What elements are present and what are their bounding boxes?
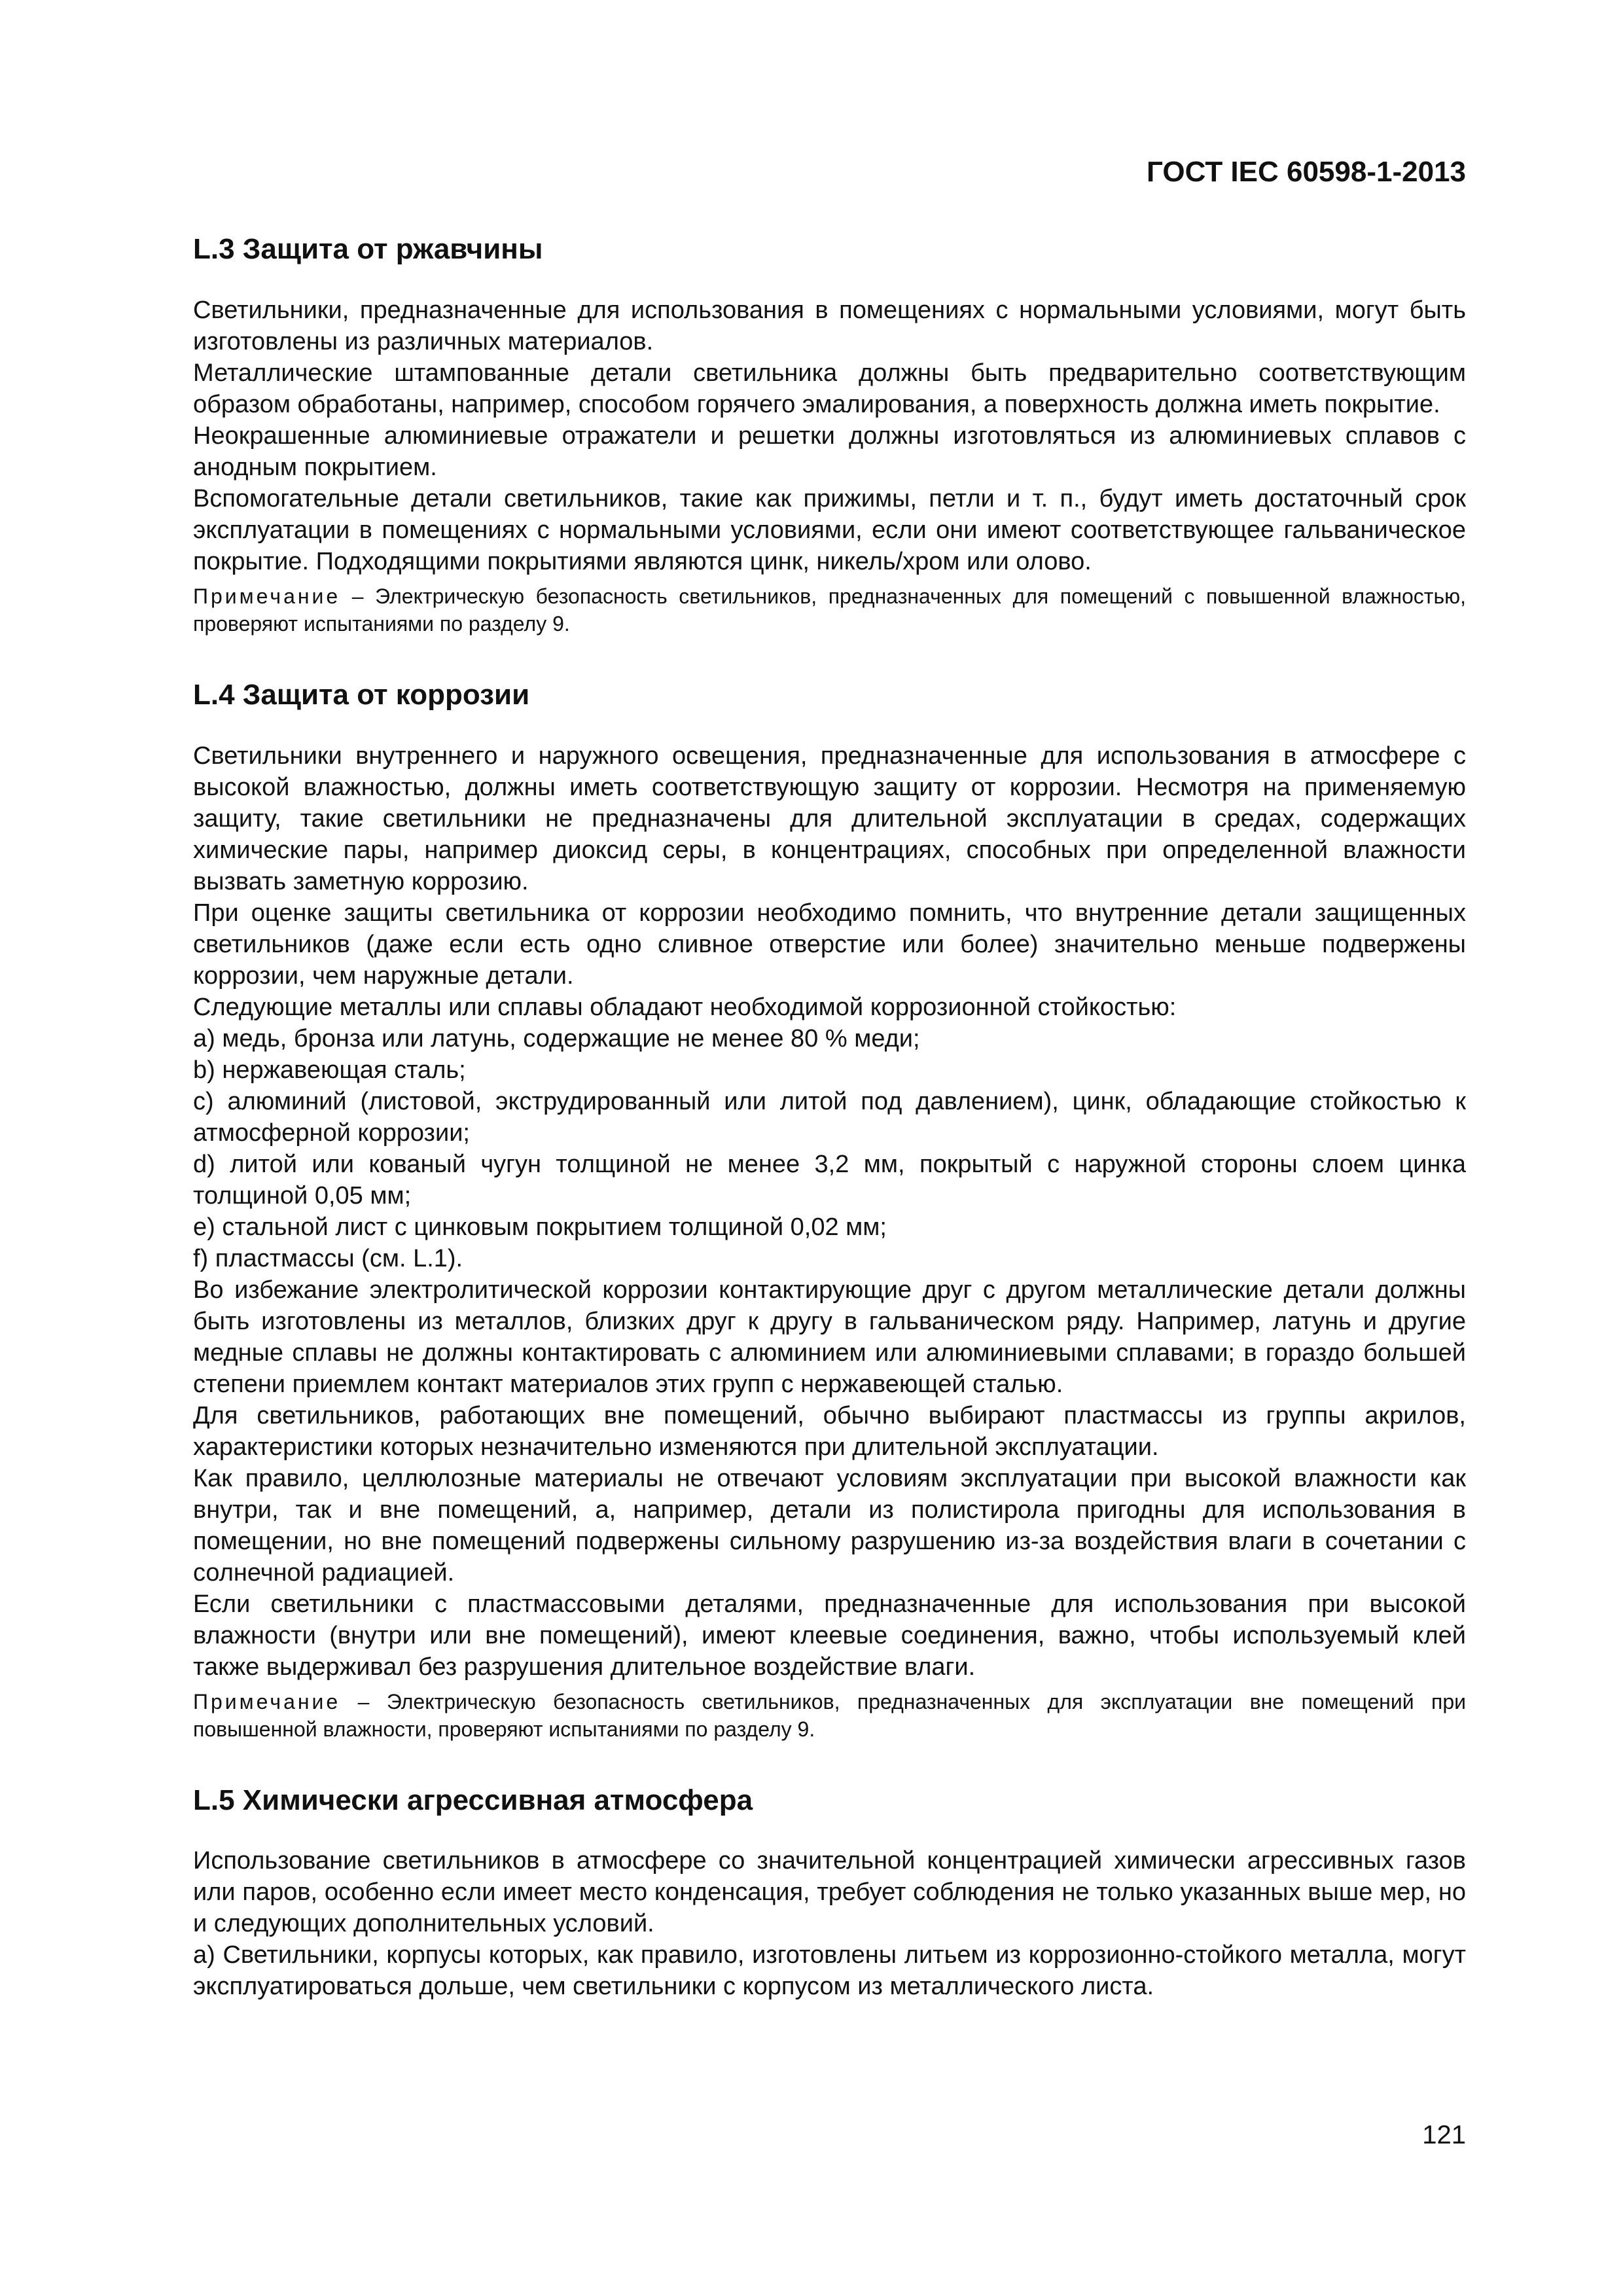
paragraph: Использование светильников в атмосфере со значительной концентрацией химически агрессивных газов или паров, особенно если имеет место конденсация, требует соблюдения не только указанных выше мер, но и следующих дополнительных условий. [193, 1847, 1466, 1938]
section-l4 [193, 678, 1466, 1743]
list-item: d) литой или кованый чугун толщиной не менее 3,2 мм, покрытый с наружной стороны слоем цинка толщиной 0,05 мм; [193, 1150, 1466, 1210]
list-item: b) нержавеющая сталь; [193, 1056, 466, 1084]
paragraph: Неокрашенные алюминиевые отражатели и решетки должны изготовляться из алюминиевых сплавов с анодным покрытием. [193, 422, 1466, 481]
list-item: а) Светильники, корпусы которых, как правило, изготовлены литьем из коррозионно-стойкого металла, могут эксплуатироваться дольше, чем светильники с корпусом из металлического листа. [193, 1941, 1466, 2001]
note [193, 1688, 1466, 1743]
section-heading: L.4 Защита от коррозии [193, 678, 530, 711]
section-l5 [193, 1784, 1466, 2003]
paragraph: Светильники внутреннего и наружного освещения, предназначенные для использования в атмосфере с высокой влажностью, должны иметь соответствующую защиту от коррозии. Несмотря на применяемую защиту, такие светильники не предназначены для длительной эксплуатации в средах, содержащих химические пары, например диоксид серы, в концентрациях, способных при определенной влажности вызвать заметную коррозию. [193, 742, 1466, 895]
note [193, 583, 1466, 637]
paragraph: Как правило, целлюлозные материалы не отвечают условиям эксплуатации при высокой влажности как внутри, так и вне помещений, а, например, детали из полистирола пригодны для использования в помещении, но вне помещений подвержены сильному разрушению из-за воздействия влаги в сочетании с солнечной радиацией. [193, 1464, 1466, 1587]
document-body [193, 232, 1466, 2002]
note-label: Примечание [193, 1689, 341, 1713]
paragraph: Если светильники с пластмассовыми деталями, предназначенные для использования при высокой влажности (внутри или вне помещений), имеют клеевые соединения, важно, чтобы используемый клей также выдерживал без разрушения длительное воздействие влаги. [193, 1590, 1466, 1681]
section-l3 [193, 232, 1466, 637]
paragraph: Для светильников, работающих вне помещений, обычно выбирают пластмассы из группы акрилов, характеристики которых незначительно изменяются при длительной эксплуатации. [193, 1401, 1466, 1461]
paragraph: Светильники, предназначенные для использования в помещениях с нормальными условиями, могут быть изготовлены из различных материалов. [193, 296, 1466, 355]
paragraph: Следующие металлы или сплавы обладают необходимой коррозионной стойкостью: [193, 993, 1177, 1021]
paragraph: Металлические штампованные детали светильника должны быть предварительно соответствующим образом обработаны, например, способом горячего эмалирования, а поверхность должна иметь покрытие. [193, 359, 1466, 418]
note-label: Примечание [193, 584, 341, 608]
list-item: е) стальной лист с цинковым покрытием толщиной 0,02 мм; [193, 1213, 887, 1241]
paragraph: Вспомогательные детали светильников, такие как прижимы, петли и т. п., будут иметь достаточный срок эксплуатации в помещениях с нормальными условиями, если они имеют соответствующее гальваническое покрытие. Подходящими покрытиями являются цинк, никель/хром или олово. [193, 484, 1466, 575]
list-item: f) пластмассы (см. L.1). [193, 1244, 463, 1272]
section-heading: L.5 Химически агрессивная атмосфера [193, 1784, 753, 1816]
document-code: ГОСТ IEC 60598-1-2013 [1147, 156, 1466, 188]
note-text: – Электрическую безопасность светильников, предназначенных для помещений с повышенной влажностью, проверяют испытаниями по разделу 9. [193, 584, 1467, 636]
section-heading: L.3 Защита от ржавчины [193, 233, 543, 265]
note-text: – Электрическую безопасность светильников, предназначенных для эксплуатации вне помещений при повышенной влажности, проверяют испытаниями по разделу 9. [193, 1689, 1467, 1741]
page-number: 121 [1422, 2121, 1466, 2149]
paragraph: Во избежание электролитической коррозии контактирующие друг с другом металлические детали должны быть изготовлены из металлов, близких друг к другу в гальваническом ряду. Например, латунь и другие медные сплавы не должны контактировать с алюминием или алюминиевыми сплавами; в гораздо большей степени приемлем контакт материалов этих групп с нержавеющей сталью. [193, 1276, 1466, 1398]
list-item: с) алюминий (листовой, экструдированный или литой под давлением), цинк, обладающие стойкостью к атмосферной коррозии; [193, 1087, 1466, 1147]
list-item: а) медь, бронза или латунь, содержащие не менее 80 % меди; [193, 1024, 920, 1052]
paragraph: При оценке защиты светильника от коррозии необходимо помнить, что внутренние детали защищенных светильников (даже если есть одно сливное отверстие или более) значительно меньше подвержены коррозии, чем наружные детали. [193, 899, 1466, 990]
